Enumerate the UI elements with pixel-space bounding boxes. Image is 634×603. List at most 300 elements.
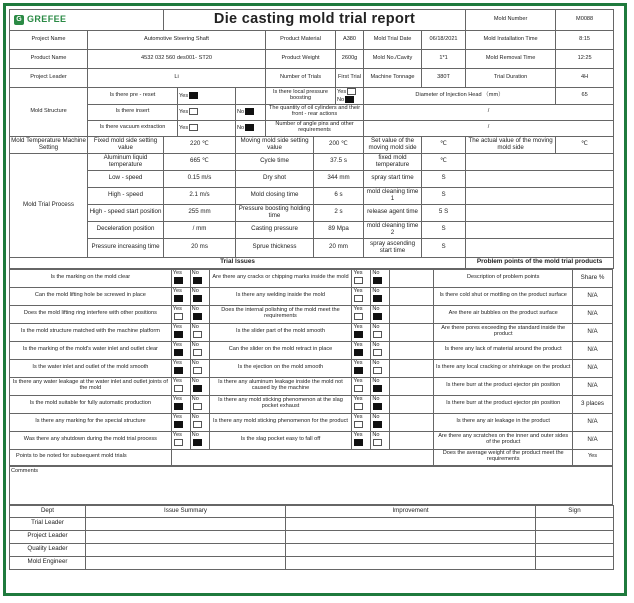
trial-process-label: Mold Trial Process [10, 153, 88, 257]
machine-tonnage-label: Machine Tonnage [364, 69, 422, 88]
issue-question: Is the slag pocket easy to fall off [209, 431, 352, 449]
weight-value: Yes [573, 449, 613, 465]
issue-question: Is there any water leakage at the water inlet and outlet joints of the mold [10, 377, 172, 395]
checkbox-checked[interactable] [345, 96, 354, 103]
blank-cell [466, 238, 614, 257]
problem-description: Are there air bubbles on the product surface [434, 305, 573, 323]
set-moving-value: ℃ [422, 136, 466, 153]
sign-cell[interactable] [536, 543, 614, 556]
issue-question: Does the mold lifting ring interfere with other positions [10, 305, 172, 323]
yes-label: Yes [172, 378, 182, 385]
no-option [371, 359, 390, 377]
problem-description: Is there any local cracking or shrinkage on the product [434, 359, 573, 377]
weight-question: Does the average weight of the product meet the requirements [434, 449, 573, 465]
machine-tonnage-value: 380T [422, 69, 466, 88]
checkbox-checked[interactable] [354, 367, 363, 374]
issue-question: Is the ejection on the mold smooth [209, 359, 352, 377]
no-option [190, 269, 209, 287]
issue-row [10, 305, 613, 323]
no-label: No [372, 432, 380, 439]
report-table [9, 9, 614, 269]
process-param-value: 20 mm [314, 238, 364, 257]
checkbox-checked[interactable] [174, 295, 183, 302]
issues-table [9, 269, 613, 466]
angle-pins-value: / [364, 120, 614, 136]
process-param-value: ℃ [422, 153, 466, 170]
process-param-value: 5 S [422, 204, 466, 221]
no-label: No [237, 109, 245, 116]
product-material-label: Product Material [266, 31, 336, 50]
process-param-label: Pressure increasing time [88, 238, 164, 257]
trial-issues-header: Trial Issues [10, 257, 466, 268]
yes-label: Yes [353, 342, 363, 349]
checkbox-checked[interactable] [193, 439, 202, 446]
checkbox-empty[interactable] [354, 403, 363, 410]
yes-option [352, 431, 371, 449]
checkbox-empty[interactable] [193, 367, 202, 374]
no-label: No [372, 414, 380, 421]
problem-description: Is there burr at the product ejector pin position [434, 377, 573, 395]
issue-question: Is the mold structure matched with the machine platform [10, 323, 172, 341]
no-label: No [191, 288, 199, 295]
no-option [371, 341, 390, 359]
product-weight-value: 2600g [336, 50, 364, 69]
problem-share: N/A [573, 305, 613, 323]
checkbox-empty[interactable] [373, 439, 382, 446]
issue-row [10, 377, 613, 395]
no-label: No [191, 414, 199, 421]
yes-label: Yes [172, 288, 182, 295]
yes-label: Yes [353, 288, 363, 295]
yes-option [171, 341, 190, 359]
improvement-cell[interactable] [286, 543, 536, 556]
process-param-label: High - speed start position [88, 204, 164, 221]
checkbox-checked[interactable] [174, 367, 183, 374]
checkbox-empty[interactable] [373, 367, 382, 374]
problem-share: N/A [573, 323, 613, 341]
blank-cell [390, 305, 434, 323]
blank-cell [390, 377, 434, 395]
process-param-value: 2 s [314, 204, 364, 221]
checkbox-empty[interactable] [354, 421, 363, 428]
checkbox-checked[interactable] [189, 92, 198, 99]
issue-row [10, 341, 613, 359]
blank-cell [466, 221, 614, 238]
issue-row [10, 413, 613, 431]
actual-moving-value: ℃ [556, 136, 614, 153]
issue-row [10, 287, 613, 305]
process-param-value: 344 mm [314, 170, 364, 187]
vacuum-question: Is there vacuum extraction [88, 120, 178, 136]
process-param-label: mold cleaning time 2 [364, 221, 422, 238]
issue-question: Can the slider on the mold retract in place [209, 341, 352, 359]
blank-cell [466, 204, 614, 221]
yes-label: Yes [172, 324, 182, 331]
improvement-cell[interactable] [286, 530, 536, 543]
process-param-value: 255 mm [164, 204, 236, 221]
trial-duration-value: 4H [556, 69, 614, 88]
improvement-cell[interactable] [286, 517, 536, 530]
yes-label: Yes [353, 324, 363, 331]
checkbox-checked[interactable] [193, 385, 202, 392]
signoff-table [9, 505, 614, 570]
problem-share: 3 places [573, 395, 613, 413]
process-param-value: 2.1 m/s [164, 187, 236, 204]
process-param-label: High - speed [88, 187, 164, 204]
process-param-value: 20 ms [164, 238, 236, 257]
blank-cell [390, 287, 434, 305]
yes-option [352, 395, 371, 413]
project-name-value: Automotive Steering Shaft [88, 31, 266, 50]
no-label: No [372, 324, 380, 331]
issue-row [10, 395, 613, 413]
yes-option [171, 413, 190, 431]
insert-no [236, 104, 266, 120]
no-label: No [191, 360, 199, 367]
checkbox-checked[interactable] [174, 349, 183, 356]
problem-description: Description of problem points [434, 269, 573, 287]
yes-label: Yes [172, 360, 182, 367]
process-param-value: S [422, 170, 466, 187]
oil-cylinders-question: The quantity of oil cylinders and their front - rear actions [266, 104, 364, 120]
problem-description: Is there any lack of material around the product [434, 341, 573, 359]
process-param-label: fixed mold temperature [364, 153, 422, 170]
no-label: No [372, 306, 380, 313]
checkbox-empty[interactable] [354, 385, 363, 392]
diameter-value: 65 [556, 88, 614, 105]
blank-cell [390, 341, 434, 359]
process-param-value: S [422, 187, 466, 204]
no-label: No [372, 378, 380, 385]
issue-question: Is the water inlet and outlet of the mold smooth [10, 359, 172, 377]
process-param-value: 0.15 m/s [164, 170, 236, 187]
blank-cell [390, 323, 434, 341]
yes-label: Yes [353, 432, 363, 439]
checkbox-checked[interactable] [245, 124, 254, 131]
checkbox-checked[interactable] [193, 313, 202, 320]
process-param-label: spray ascending start time [364, 238, 422, 257]
no-option [371, 413, 390, 431]
no-option [190, 395, 209, 413]
checkbox-empty[interactable] [373, 331, 382, 338]
mold-structure-label: Mold Structure [10, 88, 88, 137]
company-name: GREFEE [27, 14, 67, 25]
issue-question: Is there any marking for the special structure [10, 413, 172, 431]
issue-question: Is the mold suitable for fully automatic production [10, 395, 172, 413]
process-param-value: S [422, 221, 466, 238]
project-name-label: Project Name [10, 31, 88, 50]
process-param-label: Aluminum liquid temperature [88, 153, 164, 170]
yes-option [171, 323, 190, 341]
moving-setting-label: Moving mold side setting value [236, 136, 314, 153]
process-param-label: spray start time [364, 170, 422, 187]
improvement-cell[interactable] [286, 556, 536, 569]
problem-share: N/A [573, 413, 613, 431]
problem-points-header: Problem points of the mold trial products [466, 257, 614, 268]
blank-cell [466, 187, 614, 204]
yes-label: Yes [353, 360, 363, 367]
blank-cell [390, 359, 434, 377]
no-option [190, 413, 209, 431]
no-label: No [372, 270, 380, 277]
checkbox-checked[interactable] [373, 421, 382, 428]
checkbox-empty[interactable] [174, 313, 183, 320]
process-param-label: Cycle time [236, 153, 314, 170]
moving-setting-value: 200 ℃ [314, 136, 364, 153]
no-label: No [337, 96, 345, 103]
product-name-value: 4532 032 560 des001- ST20 [88, 50, 266, 69]
checkbox-checked[interactable] [373, 403, 382, 410]
issue-question: Is the marking on the mold clear [10, 269, 172, 287]
yes-label: Yes [172, 306, 182, 313]
issue-question: Is the slider part of the mold smooth [209, 323, 352, 341]
no-label: No [191, 324, 199, 331]
product-material-value: A380 [336, 31, 364, 50]
improvement-header: Improvement [286, 505, 536, 517]
checkbox-empty[interactable] [193, 421, 202, 428]
problem-share: N/A [573, 359, 613, 377]
sign-cell[interactable] [536, 530, 614, 543]
yes-option [352, 305, 371, 323]
issue-question: Was there any shutdown during the mold trial process [10, 431, 172, 449]
checkbox-checked[interactable] [174, 331, 183, 338]
checkbox-checked[interactable] [373, 277, 382, 284]
no-option [190, 431, 209, 449]
yes-option [171, 395, 190, 413]
issue-row [10, 431, 613, 449]
sign-cell[interactable] [536, 556, 614, 569]
preset-no [236, 88, 266, 105]
blank-cell [466, 170, 614, 187]
process-param-value: 665 ℃ [164, 153, 236, 170]
process-param-label: Dry shot [236, 170, 314, 187]
mold-number-value: M0088 [556, 10, 614, 31]
problem-share: N/A [573, 287, 613, 305]
checkbox-empty[interactable] [347, 88, 356, 95]
checkbox-checked[interactable] [373, 295, 382, 302]
checkbox-checked[interactable] [245, 108, 254, 115]
process-param-label: Pressure boosting holding time [236, 204, 314, 221]
yes-label: Yes [179, 92, 189, 99]
no-label: No [237, 125, 245, 132]
sign-cell[interactable] [536, 517, 614, 530]
trial-duration-label: Trial Duration [466, 69, 556, 88]
problem-share: N/A [573, 431, 613, 449]
no-label: No [191, 270, 199, 277]
yes-label: Yes [172, 396, 182, 403]
no-option [190, 305, 209, 323]
comments-box[interactable] [10, 466, 613, 504]
blank-cell [390, 395, 434, 413]
yes-label: Yes [172, 342, 182, 349]
yes-option [171, 287, 190, 305]
yes-label: Yes [353, 270, 363, 277]
yes-option [352, 269, 371, 287]
logo-icon: G [14, 15, 24, 25]
no-label: No [191, 306, 199, 313]
no-option [190, 323, 209, 341]
note-label: Points to be noted for subsequent mold trials [10, 449, 172, 465]
yes-label: Yes [179, 125, 189, 132]
issue-summary-header: Issue Summary [86, 505, 286, 517]
role-label: Quality Leader [10, 543, 86, 556]
checkbox-empty[interactable] [189, 124, 198, 131]
mold-trial-date-value: 06/18/2021 [422, 31, 466, 50]
checkbox-empty[interactable] [354, 313, 363, 320]
checkbox-empty[interactable] [354, 295, 363, 302]
checkbox-checked[interactable] [193, 295, 202, 302]
no-label: No [191, 378, 199, 385]
process-param-value: 37.5 s [314, 153, 364, 170]
preset-question: Is there pre - reset [88, 88, 178, 105]
problem-share: Share % [573, 269, 613, 287]
process-param-label: Low - speed [88, 170, 164, 187]
checkbox-checked[interactable] [354, 439, 363, 446]
checkbox-empty[interactable] [189, 108, 198, 115]
checkbox-empty[interactable] [354, 277, 363, 284]
angle-pins-question: Number of angle pins and other requirements [266, 120, 364, 136]
yes-label: Yes [353, 306, 363, 313]
issue-question: Does the internal polishing of the mold meet the requirements [209, 305, 352, 323]
blank-cell [390, 269, 434, 287]
issue-question: Is there any welding inside the mold [209, 287, 352, 305]
comments-table [9, 466, 613, 505]
issue-row [10, 323, 613, 341]
checkbox-empty[interactable] [193, 403, 202, 410]
product-weight-label: Product Weight [266, 50, 336, 69]
yes-label: Yes [172, 270, 182, 277]
summary-cell[interactable] [86, 530, 286, 543]
summary-cell[interactable] [86, 556, 286, 569]
sign-header: Sign [536, 505, 614, 517]
mold-cavity-label: Mold No./Cavity [364, 50, 422, 69]
yes-label: Yes [353, 378, 363, 385]
no-option [190, 341, 209, 359]
comments-label: Comments [11, 467, 39, 474]
problem-description: Is there any air leakage in the product [434, 413, 573, 431]
issue-question: Are there any cracks or chipping marks inside the mold [209, 269, 352, 287]
checkbox-checked[interactable] [354, 331, 363, 338]
dept-header: Dept [10, 505, 86, 517]
report-title: Die casting mold trial report [164, 10, 466, 31]
mold-removal-time-label: Mold Removal Time [466, 50, 556, 69]
checkbox-empty[interactable] [193, 349, 202, 356]
project-leader-value: Li [88, 69, 266, 88]
local-boost-question: Is there local pressure boosting [266, 88, 336, 105]
checkbox-checked[interactable] [373, 313, 382, 320]
issue-row [10, 269, 613, 287]
problem-share: N/A [573, 341, 613, 359]
process-param-value: S [422, 238, 466, 257]
no-option [371, 377, 390, 395]
no-option [371, 431, 390, 449]
checkbox-checked[interactable] [174, 421, 183, 428]
checkbox-checked[interactable] [174, 277, 183, 284]
yes-label: Yes [353, 414, 363, 421]
yes-option [352, 287, 371, 305]
insert-yes [178, 104, 236, 120]
note-value [171, 449, 434, 465]
mold-install-time-value: 8:15 [556, 31, 614, 50]
issue-question: Is there any mold sticking phenomenon at the slag pocket exhaust [209, 395, 352, 413]
checkbox-checked[interactable] [193, 277, 202, 284]
checkbox-checked[interactable] [174, 403, 183, 410]
checkbox-empty[interactable] [373, 349, 382, 356]
role-label: Trial Leader [10, 517, 86, 530]
fixed-setting-label: Fixed mold side setting value [88, 136, 164, 153]
vacuum-yes [178, 120, 236, 136]
logo-cell [10, 10, 164, 31]
problem-description: Are there pores exceeding the standard inside the product [434, 323, 573, 341]
role-label: Mold Engineer [10, 556, 86, 569]
problem-description: Is there burr at the product ejector pin position [434, 395, 573, 413]
yes-option [352, 359, 371, 377]
checkbox-empty[interactable] [174, 385, 183, 392]
process-param-value: / mm [164, 221, 236, 238]
diameter-label: Diameter of Injection Head （mm） [364, 88, 556, 105]
mold-number-label: Mold Number [466, 10, 556, 31]
no-option [371, 305, 390, 323]
issue-question: Is there any mold sticking phenomenon for the product [209, 413, 352, 431]
yes-option [352, 377, 371, 395]
yes-option [171, 377, 190, 395]
no-label: No [191, 432, 199, 439]
blank-cell [390, 413, 434, 431]
process-param-value: 6 s [314, 187, 364, 204]
report-body [9, 9, 613, 587]
no-option [371, 395, 390, 413]
process-param-value: 89 Mpa [314, 221, 364, 238]
summary-cell[interactable] [86, 543, 286, 556]
problem-description: Are there any scratches on the inner and outer sides of the product [434, 431, 573, 449]
no-option [190, 377, 209, 395]
product-name-label: Product Name [10, 50, 88, 69]
no-label: No [191, 396, 199, 403]
blank-cell [390, 431, 434, 449]
fixed-setting-value: 220 ℃ [164, 136, 236, 153]
checkbox-empty[interactable] [174, 439, 183, 446]
role-label: Project Leader [10, 530, 86, 543]
yes-option [171, 431, 190, 449]
no-label: No [191, 342, 199, 349]
no-option [371, 269, 390, 287]
vacuum-no [236, 120, 266, 136]
problem-share: N/A [573, 377, 613, 395]
problem-description: Is there cold shut or mottling on the product surface [434, 287, 573, 305]
yes-option [171, 305, 190, 323]
issue-row [10, 359, 613, 377]
yes-label: Yes [172, 414, 182, 421]
no-option [190, 287, 209, 305]
yes-label: Yes [353, 396, 363, 403]
process-param-label: Deceleration position [88, 221, 164, 238]
insert-question: Is there insert [88, 104, 178, 120]
no-label: No [372, 360, 380, 367]
yes-option [352, 341, 371, 359]
mold-install-time-label: Mold Installation Time [466, 31, 556, 50]
set-moving-label: Set value of the moving mold side [364, 136, 422, 153]
issue-question: Can the mold lifting hole be screwed in place [10, 287, 172, 305]
preset-yes [178, 88, 236, 105]
checkbox-checked[interactable] [373, 385, 382, 392]
yes-label: Yes [337, 88, 347, 95]
yes-option [171, 359, 190, 377]
temperature-section-label: Mold Temperature Machine Setting [10, 136, 88, 153]
summary-cell[interactable] [86, 517, 286, 530]
checkbox-empty[interactable] [193, 331, 202, 338]
checkbox-checked[interactable] [354, 349, 363, 356]
process-param-label: Sprue thickness [236, 238, 314, 257]
